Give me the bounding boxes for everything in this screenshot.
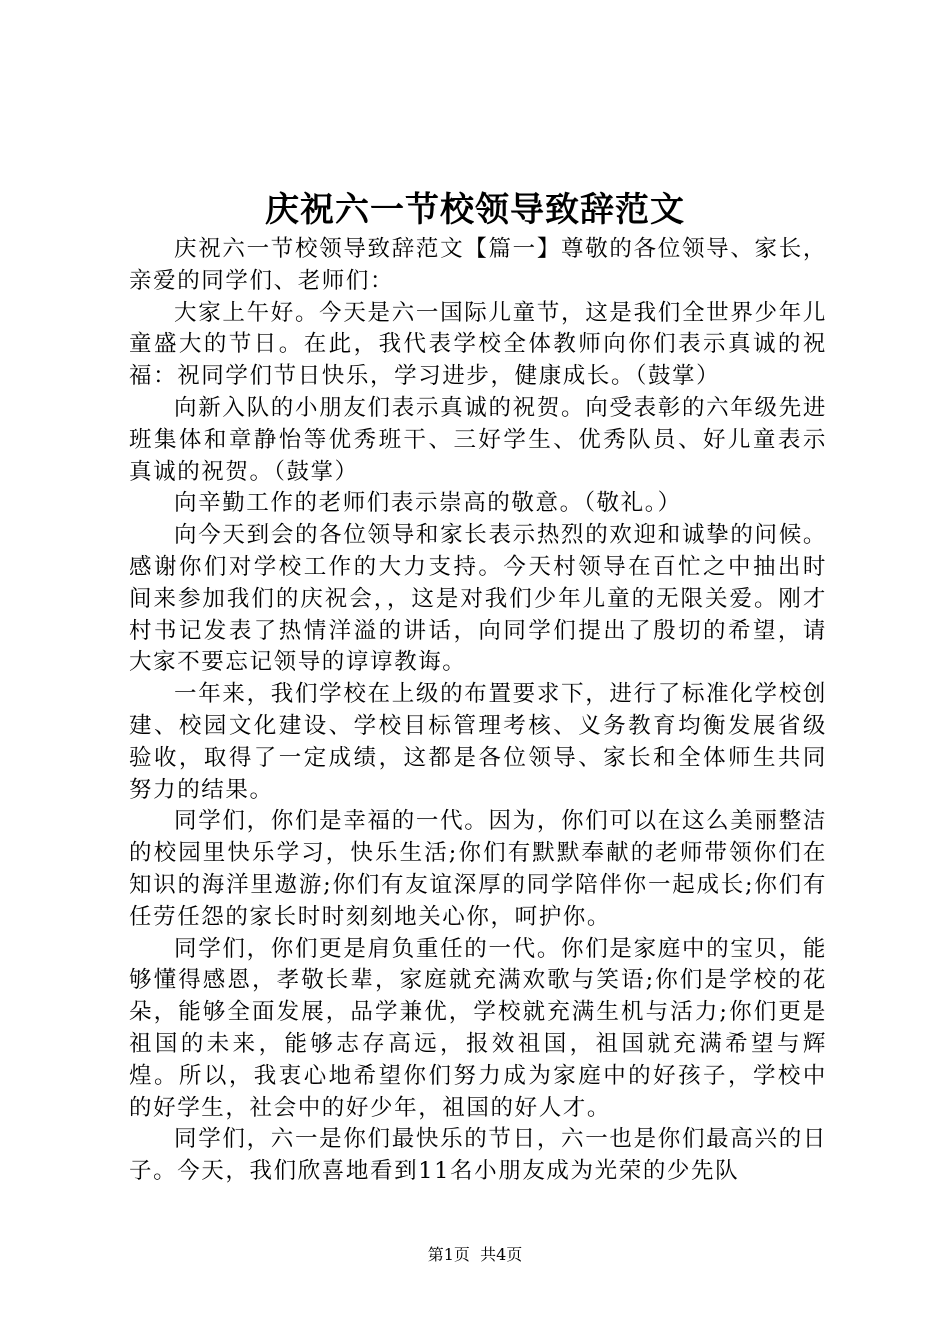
paragraph: 向今天到会的各位领导和家长表示热烈的欢迎和诚挚的问候。感谢你们对学校工作的大力支持。今天村领导在百忙之中抽出时间来参加我们的庆祝会，，这是对我们少年儿童的无限关爱。刚才村书记发表了热情洋溢的讲话，向同学们提出了殷切的希望，请大家不要忘记领导的谆谆教诲。: [129, 522, 827, 676]
paragraph: 同学们，你们是幸福的一代。因为，你们可以在这么美丽整洁的校园里快乐学习，快乐生活;你们有默默奉献的老师带领你们在知识的海洋里遨游;你们有友谊深厚的同学陪伴你一起成长;你们有任劳任怨的家长时时刻刻地关心你，呵护你。: [129, 808, 827, 930]
page-total: 共4页: [480, 1245, 523, 1264]
page-footer: [0, 1244, 950, 1266]
paragraph: 大家上午好。今天是六一国际儿童节，这是我们全世界少年儿童盛大的节日。在此，我代表学校全体教师向你们表示真诚的祝福：祝同学们节日快乐，学习进步，健康成长。（鼓掌）: [129, 299, 827, 390]
document-body: [129, 234, 827, 1188]
paragraph: 同学们，你们更是肩负重任的一代。你们是家庭中的宝贝，能够懂得感恩，孝敬长辈，家庭就充满欢歌与笑语;你们是学校的花朵，能够全面发展，品学兼优，学校就充满生机与活力;你们更是祖国的未来，能够志存高远，报效祖国，祖国就充满希望与辉煌。所以，我衷心地希望你们努力成为家庭中的好孩子，学校中的好学生，社会中的好少年，祖国的好人才。: [129, 935, 827, 1121]
paragraph: 一年来，我们学校在上级的布置要求下，进行了标准化学校创建、校园文化建设、学校目标管理考核、义务教育均衡发展省级验收，取得了一定成绩，这都是各位领导、家长和全体师生共同努力的结果。: [129, 681, 827, 803]
paragraph: 向新入队的小朋友们表示真诚的祝贺。向受表彰的六年级先进班集体和章静怡等优秀班干、三好学生、优秀队员、好儿童表示真诚的祝贺。（鼓掌）: [129, 394, 827, 485]
page-number: 第1页: [427, 1245, 470, 1264]
paragraph: 庆祝六一节校领导致辞范文【篇一】尊敬的各位领导、家长，亲爱的同学们、老师们：: [129, 236, 827, 294]
paragraph: 同学们，六一是你们最快乐的节日，六一也是你们最高兴的日子。今天，我们欣喜地看到11名小朋友成为光荣的少先队: [129, 1126, 827, 1185]
paragraph: 向辛勤工作的老师们表示崇高的敬意。（敬礼。）: [174, 490, 682, 517]
document-title: 庆祝六一节校领导致辞范文: [265, 190, 685, 230]
